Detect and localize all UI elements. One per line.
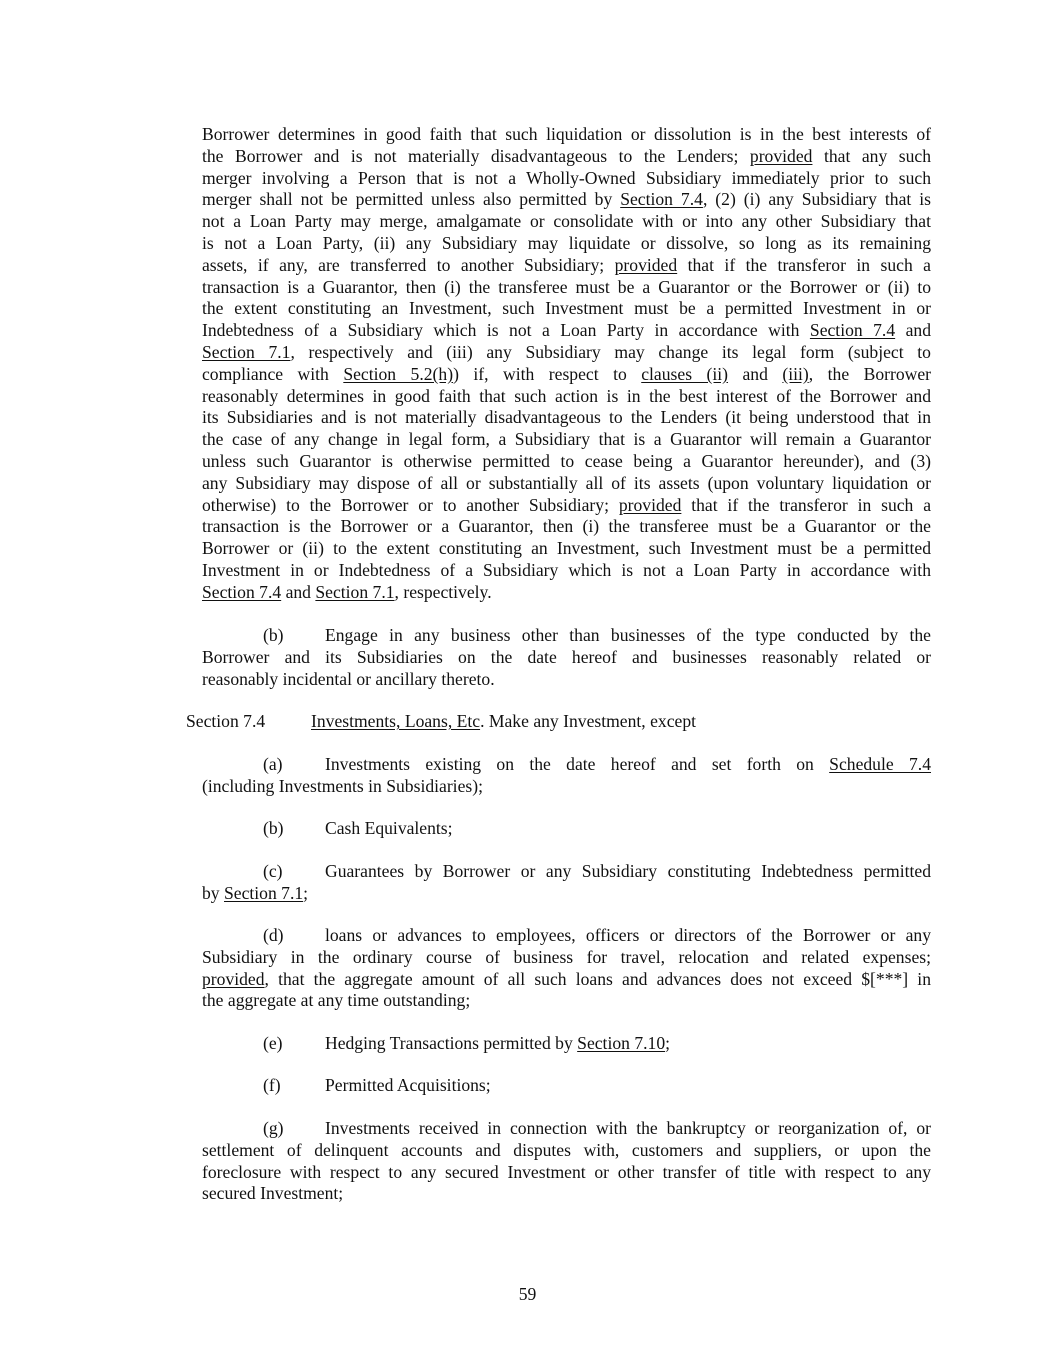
text-line xyxy=(202,298,931,320)
continued-paragraph xyxy=(202,124,931,604)
list-item xyxy=(202,861,931,905)
text-run: unless such Guarantor is otherwise permitted to cease being a Guarantor hereunder), and (3) xyxy=(202,450,931,471)
text-run: compliance with xyxy=(202,363,344,384)
list-item xyxy=(202,1075,931,1097)
text-run: the Borrower and is not materially disadvantageous to the Lenders; xyxy=(202,145,750,166)
text-line xyxy=(202,146,931,168)
item-label: (b) xyxy=(263,818,284,838)
list-item xyxy=(202,818,931,840)
text-line xyxy=(202,407,931,429)
text-line xyxy=(202,429,931,451)
text-run: and xyxy=(728,363,783,384)
text-run: the case of any change in legal form, a Subsidiary that is a Guarantor will remain a Guarantor xyxy=(202,429,931,450)
text-run: its Subsidiaries and is not materially disadvantageous to the Lenders (it being understood that in xyxy=(202,407,931,428)
cross-reference: Section 5.2(h) xyxy=(343,363,454,384)
text-run: foreclosure with respect to any secured Investment or other transfer of title with respect to any xyxy=(202,1161,931,1182)
text-line xyxy=(202,883,931,905)
text-run: that if the transferor in such a xyxy=(677,254,931,275)
text-run: , the Borrower xyxy=(808,363,932,384)
text-line xyxy=(202,320,931,342)
text-run: , (2) (i) any Subsidiary that is xyxy=(702,189,931,210)
text-line xyxy=(202,255,931,277)
text-line xyxy=(202,776,931,798)
text-run: not a Loan Party may merge, amalgamate or consolidate with or into any other Subsidiary that xyxy=(202,211,931,232)
section-text: . Make any Investment, except xyxy=(480,711,696,731)
text-line xyxy=(202,861,931,883)
text-line xyxy=(202,451,931,473)
text-line xyxy=(202,990,931,1012)
text-line xyxy=(202,754,931,776)
text-line xyxy=(202,233,931,255)
item-label: (e) xyxy=(263,1033,283,1053)
text-run: secured Investment; xyxy=(202,1183,344,1204)
text-run: ) if, with respect to xyxy=(453,363,642,384)
text-line xyxy=(202,1033,931,1055)
list-item xyxy=(202,1118,931,1205)
text-run: the extent constituting an Investment, such Investment must be a permitted Investment in or xyxy=(202,298,931,319)
text-line xyxy=(202,473,931,495)
cross-reference: provided xyxy=(749,145,813,166)
item-label: (a) xyxy=(263,754,283,774)
text-line xyxy=(202,1075,931,1097)
cross-reference: Schedule 7.4 xyxy=(829,754,931,774)
text-run: Investments received in connection with the bankruptcy or reorganization of, or xyxy=(325,1118,931,1138)
text-run: , respectively and (iii) any Subsidiary may change its legal form (subject to xyxy=(290,341,931,362)
text-line xyxy=(202,625,931,647)
text-run: any Subsidiary may dispose of all or substantially all of its assets (upon voluntary liquidation or xyxy=(202,472,931,493)
item-label: (d) xyxy=(263,925,284,945)
text-run: reasonably incidental or ancillary thereto. xyxy=(202,668,495,689)
cross-reference: Section 7.1 xyxy=(224,882,304,903)
text-run: Borrower and its Subsidiaries on the date hereof and businesses reasonably related or xyxy=(202,646,931,667)
text-run: reasonably determines in good faith that such action is in the best interest of the Borrower and xyxy=(202,385,931,406)
text-line xyxy=(202,495,931,517)
text-line xyxy=(202,969,931,991)
list-item xyxy=(202,754,931,798)
text-line xyxy=(202,1183,931,1205)
cross-reference: clauses (ii) xyxy=(641,363,729,384)
cross-reference: (iii) xyxy=(782,363,809,384)
page-number: 59 xyxy=(518,1284,537,1304)
text-run: ; xyxy=(303,882,309,903)
text-run: assets, if any, are transferred to another Subsidiary; xyxy=(202,254,615,275)
text-line xyxy=(202,516,931,538)
text-line xyxy=(202,1162,931,1184)
text-line xyxy=(202,342,931,364)
text-line xyxy=(202,647,931,669)
item-label: (f) xyxy=(263,1075,281,1095)
text-run: Borrower or (ii) to the extent constituting an Investment, such Investment must be a permitted xyxy=(202,538,931,559)
text-line xyxy=(202,211,931,233)
text-line xyxy=(202,1140,931,1162)
text-run: merger involving a Person that is not a Wholly-Owned Subsidiary immediately prior to such xyxy=(202,167,931,188)
text-run: Guarantees by Borrower or any Subsidiary constituting Indebtedness permitted xyxy=(325,861,931,881)
text-line xyxy=(202,189,931,211)
text-line xyxy=(202,947,931,969)
text-run: and xyxy=(895,320,932,341)
section-number: Section 7.4 xyxy=(186,711,266,731)
list-item xyxy=(202,925,931,1012)
cross-reference: Section 7.1 xyxy=(202,341,291,362)
text-run: and xyxy=(281,581,316,602)
text-run: that any such xyxy=(812,145,931,166)
text-line xyxy=(202,669,931,691)
text-run: Investments existing on the date hereof and set forth on xyxy=(325,754,830,774)
text-line xyxy=(202,818,931,840)
text-line xyxy=(202,560,931,582)
text-run: that if the transferor in such a xyxy=(681,494,931,515)
cross-reference: provided xyxy=(618,494,682,515)
cross-reference: Section 7.4 xyxy=(620,189,703,210)
list-item xyxy=(202,1033,931,1055)
text-run: Engage in any business other than businesses of the type conducted by the xyxy=(325,625,931,645)
text-run: Permitted Acquisitions; xyxy=(325,1075,491,1095)
text-run: transaction is the Borrower or a Guarantor, then (i) the transferee must be a Guarantor or the xyxy=(202,516,931,537)
text-run: merger shall not be permitted unless also permitted by xyxy=(202,189,621,210)
text-line xyxy=(202,386,931,408)
text-run: (including Investments in Subsidiaries); xyxy=(202,775,483,796)
text-run: Indebtedness of a Subsidiary which is not a Loan Party in accordance with xyxy=(202,320,810,341)
paragraph-b xyxy=(202,625,931,690)
text-run: , respectively. xyxy=(394,581,492,602)
text-run: Hedging Transactions permitted by xyxy=(325,1033,578,1053)
item-label: (c) xyxy=(263,861,283,881)
text-run: Borrower determines in good faith that such liquidation or dissolution is in the best interests of xyxy=(202,124,931,144)
text-line xyxy=(202,925,931,947)
paragraph-label: (b) xyxy=(263,625,284,645)
section-title: Investments, Loans, Etc xyxy=(311,711,481,731)
cross-reference: provided xyxy=(614,254,678,275)
text-run: Cash Equivalents; xyxy=(325,818,453,838)
text-line xyxy=(202,582,931,604)
text-line xyxy=(202,277,931,299)
cross-reference: Section 7.4 xyxy=(202,581,282,602)
text-line xyxy=(202,364,931,386)
item-label: (g) xyxy=(263,1118,284,1138)
cross-reference: Section 7.10 xyxy=(577,1033,666,1053)
text-run: by xyxy=(202,882,224,903)
text-run: settlement of delinquent accounts and disputes with, customers and suppliers, or upon the xyxy=(202,1139,931,1160)
text-run: loans or advances to employees, officers or directors of the Borrower or any xyxy=(325,925,931,945)
text-run: ; xyxy=(665,1033,671,1053)
text-line xyxy=(202,538,931,560)
text-run: Investment in or Indebtedness of a Subsidiary which is not a Loan Party in accordance with xyxy=(202,559,931,580)
text-run: Subsidiary in the ordinary course of business for travel, relocation and related expenses; xyxy=(202,946,931,967)
text-run: transaction is a Guarantor, then (i) the transferee must be a Guarantor or the Borrower or (ii) to xyxy=(202,276,931,297)
text-run: , that the aggregate amount of all such loans and advances does not exceed $[***] in xyxy=(264,968,931,989)
text-run: is not a Loan Party, (ii) any Subsidiary may liquidate or dissolve, so long as its remaining xyxy=(202,232,931,253)
text-line xyxy=(202,168,931,190)
text-line xyxy=(202,124,931,146)
section-heading xyxy=(186,711,696,733)
cross-reference: Section 7.1 xyxy=(315,581,395,602)
text-run: the aggregate at any time outstanding; xyxy=(202,990,471,1011)
text-line xyxy=(202,1118,931,1140)
text-run: otherwise) to the Borrower or to another Subsidiary; xyxy=(202,494,619,515)
cross-reference: provided xyxy=(202,968,265,989)
cross-reference: Section 7.4 xyxy=(809,320,896,341)
